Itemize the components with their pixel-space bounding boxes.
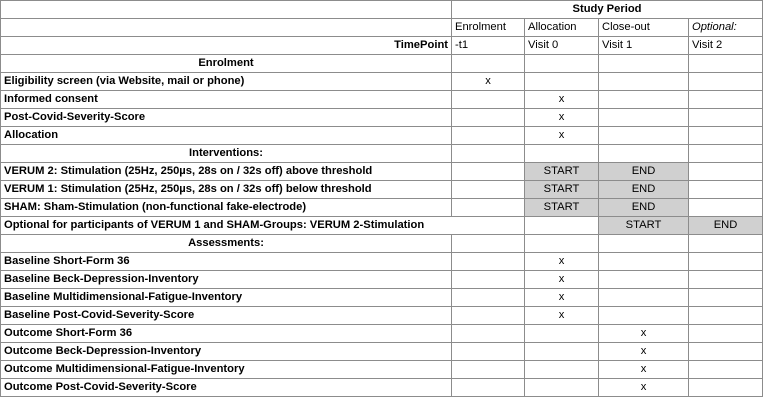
table-cell [689, 271, 763, 289]
table-cell: x [452, 73, 525, 91]
table-cell [689, 127, 763, 145]
table-cell: x [599, 343, 689, 361]
table-cell [599, 73, 689, 91]
row-label: Allocation [1, 127, 452, 145]
table-cell: x [525, 127, 599, 145]
table-row [1, 163, 763, 181]
table-cell: x [525, 307, 599, 325]
table-cell: x [525, 289, 599, 307]
table-row [1, 127, 763, 145]
start-cell: START [599, 217, 689, 235]
section-heading-enrolment: Enrolment [1, 55, 452, 73]
table-row [1, 91, 763, 109]
table-cell [452, 307, 525, 325]
row-label: VERUM 1: Stimulation (25Hz, 250µs, 28s on / 32s off) below threshold [1, 181, 452, 199]
table-row [1, 289, 763, 307]
end-cell: END [599, 199, 689, 217]
table-row [1, 307, 763, 325]
table-cell [689, 289, 763, 307]
row-label: Optional for participants of VERUM 1 and SHAM-Groups: VERUM 2-Stimulation [1, 217, 525, 235]
start-cell: START [525, 199, 599, 217]
section-heading-interventions: Interventions: [1, 145, 452, 163]
period-optional: Optional: [689, 19, 763, 37]
section-row-assessments [1, 235, 763, 253]
table-cell [689, 163, 763, 181]
table-cell [599, 109, 689, 127]
row-label: Outcome Short-Form 36 [1, 325, 452, 343]
table-cell [525, 379, 599, 397]
table-cell: x [525, 109, 599, 127]
table-row [1, 181, 763, 199]
table-cell [452, 253, 525, 271]
period-enrolment: Enrolment [452, 19, 525, 37]
start-cell: START [525, 163, 599, 181]
table-cell [599, 127, 689, 145]
table-row [1, 379, 763, 397]
table-cell [689, 253, 763, 271]
row-label: Baseline Multidimensional-Fatigue-Inventory [1, 289, 452, 307]
table-row [1, 325, 763, 343]
table-row [1, 109, 763, 127]
table-cell [452, 109, 525, 127]
timepoint-label: TimePoint [1, 37, 452, 55]
row-label: Outcome Multidimensional-Fatigue-Inventory [1, 361, 452, 379]
table-row [1, 271, 763, 289]
header-blank-cell [1, 19, 452, 37]
table-cell [525, 325, 599, 343]
table-cell: x [525, 271, 599, 289]
table-row [1, 343, 763, 361]
table-cell [599, 271, 689, 289]
study-period-title: Study Period [452, 1, 763, 19]
table-cell [599, 91, 689, 109]
table-cell [689, 325, 763, 343]
table-cell [689, 361, 763, 379]
section-heading-assessments: Assessments: [1, 235, 452, 253]
table-row [1, 253, 763, 271]
row-label: Baseline Short-Form 36 [1, 253, 452, 271]
timepoint-visit-1: Visit 1 [599, 37, 689, 55]
table-cell [599, 307, 689, 325]
row-label: Outcome Post-Covid-Severity-Score [1, 379, 452, 397]
table-cell: x [599, 361, 689, 379]
table-cell [689, 73, 763, 91]
table-cell [525, 73, 599, 91]
table-row [1, 199, 763, 217]
table-cell [525, 217, 599, 235]
row-label: SHAM: Sham-Stimulation (non-functional fake-electrode) [1, 199, 452, 217]
row-label: VERUM 2: Stimulation (25Hz, 250µs, 28s on / 32s off) above threshold [1, 163, 452, 181]
table-row [1, 217, 763, 235]
table-cell [525, 361, 599, 379]
timepoint-visit-2: Visit 2 [689, 37, 763, 55]
start-cell: START [525, 181, 599, 199]
table-cell [452, 361, 525, 379]
end-cell: END [599, 181, 689, 199]
row-label: Baseline Beck-Depression-Inventory [1, 271, 452, 289]
timepoint-visit-0: Visit 0 [525, 37, 599, 55]
table-cell [452, 343, 525, 361]
table-cell [452, 181, 525, 199]
row-label: Outcome Beck-Depression-Inventory [1, 343, 452, 361]
table-cell [452, 379, 525, 397]
table-cell [452, 199, 525, 217]
header-row-study-period [1, 1, 763, 19]
row-label: Eligibility screen (via Website, mail or phone) [1, 73, 452, 91]
header-row-timepoints [1, 37, 763, 55]
table-cell [452, 127, 525, 145]
table-cell [452, 163, 525, 181]
end-cell: END [599, 163, 689, 181]
end-cell: END [689, 217, 763, 235]
period-close-out: Close-out [599, 19, 689, 37]
table-cell: x [599, 379, 689, 397]
row-label: Post-Covid-Severity-Score [1, 109, 452, 127]
table-cell: x [525, 253, 599, 271]
row-label: Baseline Post-Covid-Severity-Score [1, 307, 452, 325]
table-cell [689, 307, 763, 325]
row-label: Informed consent [1, 91, 452, 109]
table-cell [689, 109, 763, 127]
section-row-enrolment [1, 55, 763, 73]
timepoint-t1: -t1 [452, 37, 525, 55]
header-row-periods [1, 19, 763, 37]
table-cell [525, 343, 599, 361]
table-cell [452, 325, 525, 343]
header-blank-cell [1, 1, 452, 19]
table-cell [689, 91, 763, 109]
table-cell [689, 343, 763, 361]
table-row [1, 73, 763, 91]
table-cell [689, 181, 763, 199]
period-allocation: Allocation [525, 19, 599, 37]
table-cell [599, 253, 689, 271]
table-cell [452, 289, 525, 307]
table-cell [689, 379, 763, 397]
table-cell [452, 271, 525, 289]
table-cell: x [525, 91, 599, 109]
table-cell [689, 199, 763, 217]
section-row-interventions [1, 145, 763, 163]
table-cell [452, 91, 525, 109]
table-cell: x [599, 325, 689, 343]
table-cell [599, 289, 689, 307]
table-row [1, 361, 763, 379]
